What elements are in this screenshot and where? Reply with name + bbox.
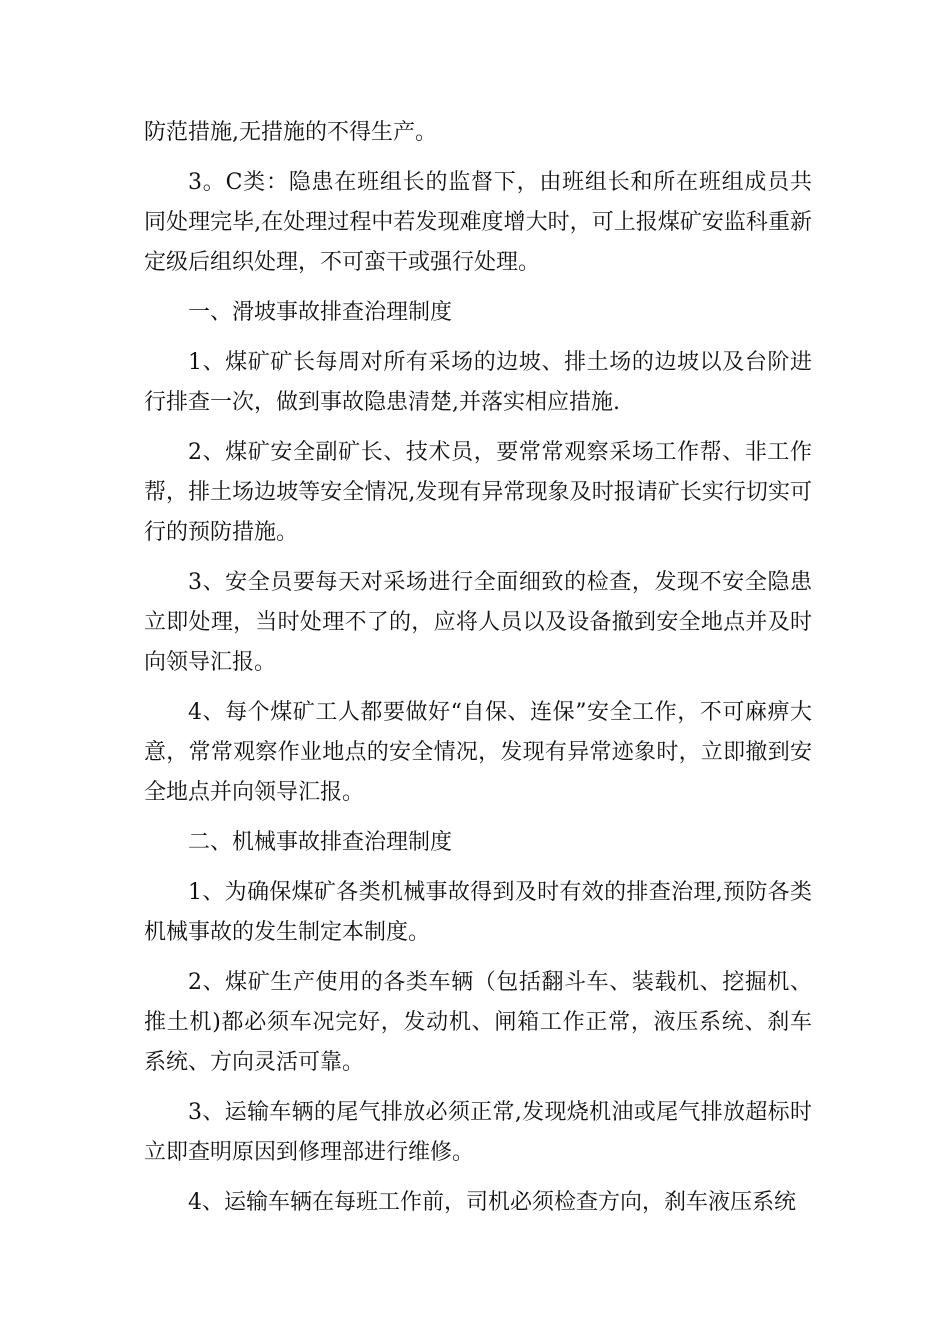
document-body xyxy=(144,113,812,1233)
paragraph-landslide-1: 1、煤矿矿长每周对所有采场的边坡、排土场的边坡以及台阶进行排查一次，做到事故隐患清楚,并落实相应措施. xyxy=(144,350,812,415)
paragraph-machinery-3: 3、运输车辆的尾气排放必须正常,发现烧机油或尾气排放超标时立即查明原因到修理部进行维修。 xyxy=(144,1100,812,1165)
paragraph-machinery-2: 2、煤矿生产使用的各类车辆（包括翻斗车、装载机、挖掘机、推土机)都必须车况完好，发动机、闸箱工作正常，液压系统、刹车系统、方向灵活可靠。 xyxy=(144,970,812,1075)
section-heading-machinery: 二、机械事故排查治理制度 xyxy=(188,830,453,855)
paragraph-class-c: 3。C类：隐患在班组长的监督下，由班组长和所在班组成员共同处理完毕,在处理过程中若发现难度增大时，可上报煤矿安监科重新定级后组织处理，不可蛮干或强行处理。 xyxy=(144,170,812,275)
paragraph-landslide-2: 2、煤矿安全副矿长、技术员，要常常观察采场工作帮、非工作帮，排土场边坡等安全情况,发现有异常现象及时报请矿长实行切实可行的预防措施。 xyxy=(144,440,812,545)
paragraph-machinery-1: 1、为确保煤矿各类机械事故得到及时有效的排查治理,预防各类机械事故的发生制定本制度。 xyxy=(144,880,812,945)
paragraph-landslide-4: 4、每个煤矿工人都要做好“自保、连保”安全工作，不可麻痹大意，常常观察作业地点的安全情况，发现有异常迹象时，立即撤到安全地点并向领导汇报。 xyxy=(144,700,812,805)
paragraph-landslide-3: 3、安全员要每天对采场进行全面细致的检查，发现不安全隐患立即处理，当时处理不了的，应将人员以及设备撤到安全地点并及时向领导汇报。 xyxy=(144,570,812,675)
paragraph-machinery-4: 4、运输车辆在每班工作前，司机必须检查方向，刹车液压系统 xyxy=(188,1190,796,1215)
paragraph-continuation: 防范措施,无措施的不得生产。 xyxy=(144,120,437,145)
section-heading-landslide: 一、滑坡事故排查治理制度 xyxy=(188,300,453,325)
